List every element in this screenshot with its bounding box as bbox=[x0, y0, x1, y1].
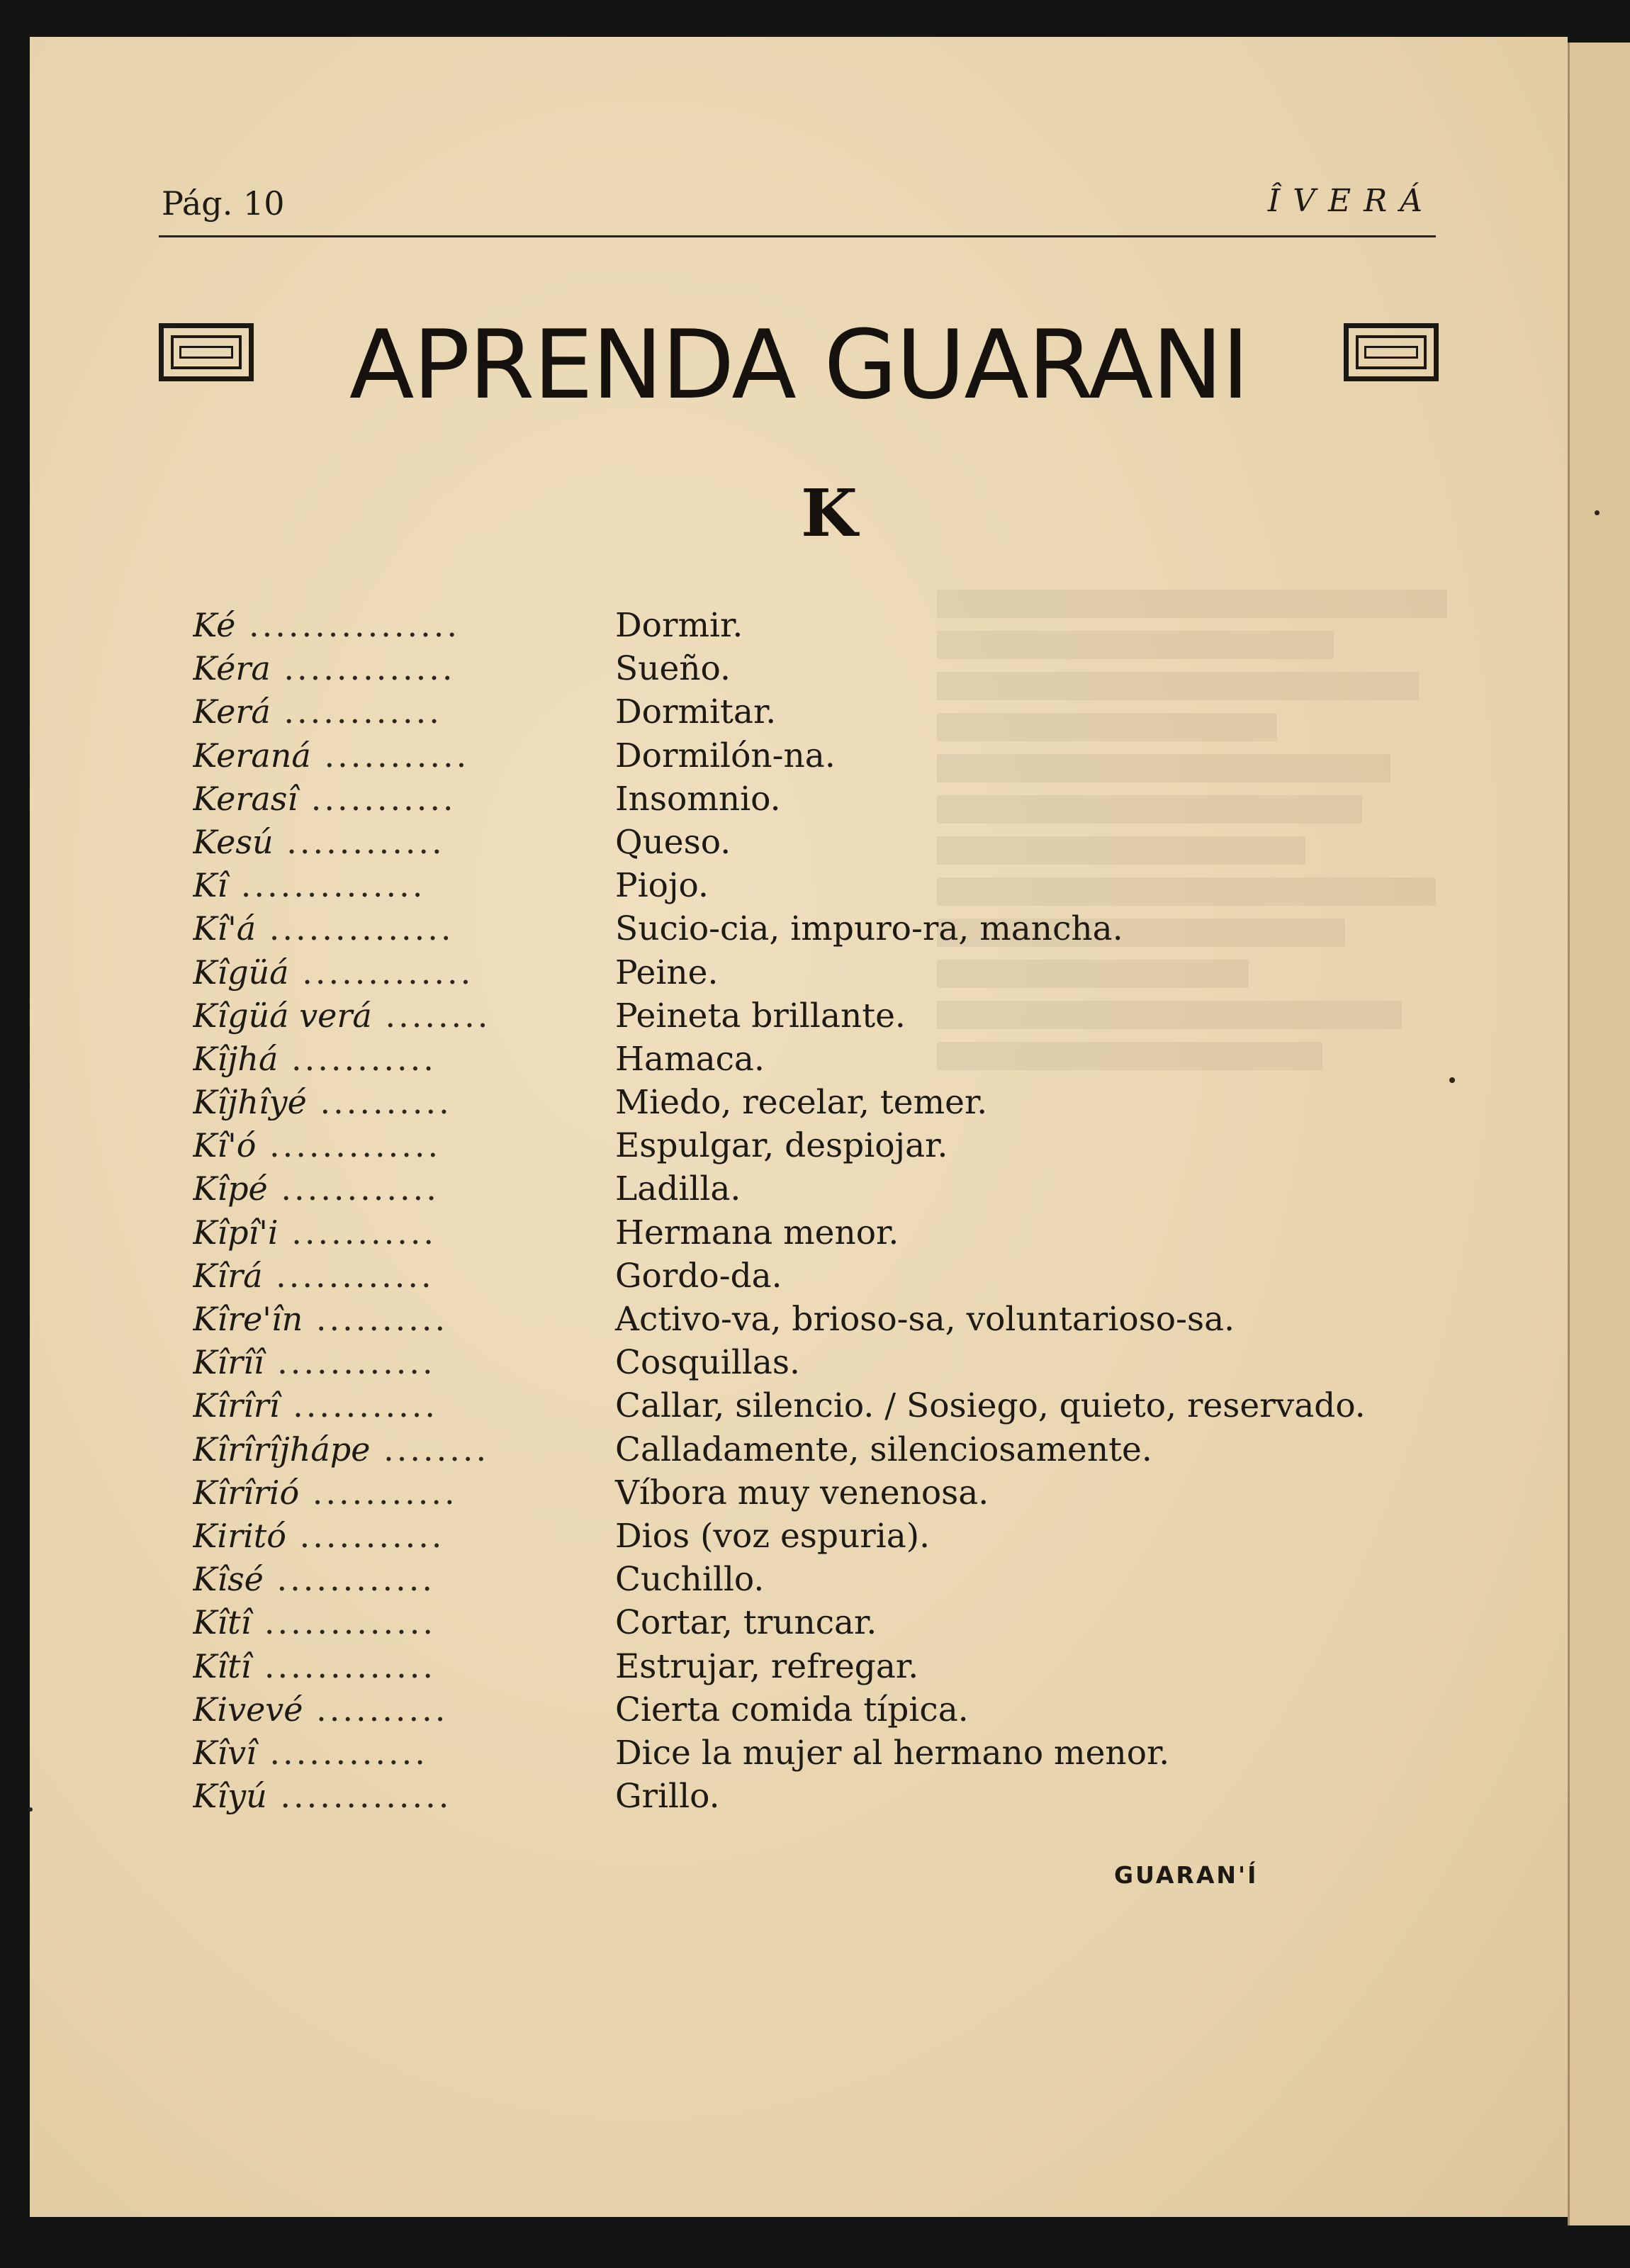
glossary-entry bbox=[193, 1384, 1468, 1427]
dot-leader: ........ bbox=[371, 996, 491, 1035]
entry-term-cell bbox=[193, 1645, 597, 1688]
entry-term-cell bbox=[193, 1081, 597, 1124]
entry-definition: Grillo. bbox=[615, 1777, 720, 1817]
glossary-entry bbox=[193, 1688, 1468, 1731]
entry-definition: Miedo, recelar, temer. bbox=[615, 1083, 988, 1123]
entry-definition: Hamaca. bbox=[615, 1039, 765, 1079]
entry-term: Kîrá bbox=[193, 1256, 263, 1295]
entry-definition: Sucio-cia, impuro-ra, mancha. bbox=[615, 909, 1123, 949]
dot-leader: ........... bbox=[278, 1213, 437, 1252]
glossary-entry bbox=[193, 647, 1468, 690]
entry-term: Ké bbox=[193, 606, 236, 644]
entry-term-cell bbox=[193, 1211, 597, 1254]
entry-term: Kî bbox=[193, 866, 228, 905]
entry-definition: Hermana menor. bbox=[615, 1213, 899, 1252]
glossary-entry bbox=[193, 1775, 1468, 1818]
glossary-entry bbox=[193, 1515, 1468, 1558]
entry-term-cell bbox=[193, 864, 597, 907]
entry-definition: Sueño. bbox=[615, 649, 731, 689]
glossary-entry bbox=[193, 690, 1468, 734]
entry-definition: Dios (voz espuria). bbox=[615, 1516, 931, 1556]
glossary-entry bbox=[193, 1428, 1468, 1471]
entry-term-cell bbox=[193, 907, 597, 950]
dot-leader: ........... bbox=[299, 1473, 458, 1512]
dot-leader: .......... bbox=[306, 1083, 452, 1122]
entry-term-cell bbox=[193, 604, 597, 647]
entry-term-cell bbox=[193, 1124, 597, 1167]
dot-leader: ........... bbox=[298, 779, 456, 818]
glossary-entry bbox=[193, 994, 1468, 1038]
entry-term: Kesú bbox=[193, 822, 274, 861]
entry-term: Kîtî bbox=[193, 1646, 252, 1685]
glossary-entry bbox=[193, 1298, 1468, 1341]
entry-definition: Calladamente, silenciosamente. bbox=[615, 1430, 1152, 1469]
entry-term: Kerasî bbox=[193, 779, 298, 818]
entry-term: Kî'á bbox=[193, 909, 257, 948]
entry-definition: Cosquillas. bbox=[615, 1343, 800, 1383]
paper-speck bbox=[1595, 510, 1600, 515]
entry-term: Kîrîrî bbox=[193, 1386, 280, 1425]
glossary-entry bbox=[193, 1038, 1468, 1081]
entry-term-cell bbox=[193, 777, 597, 821]
entry-definition: Dormitar. bbox=[615, 692, 777, 732]
dot-leader: ............ bbox=[273, 822, 445, 861]
entry-term: Kîrîî bbox=[193, 1343, 264, 1382]
entry-term: Kerá bbox=[193, 692, 271, 731]
adjacent-page-edge bbox=[1568, 43, 1630, 2225]
entry-term-cell bbox=[193, 690, 597, 734]
entry-definition: Peineta brillante. bbox=[615, 996, 906, 1035]
dot-leader: ............. bbox=[251, 1646, 436, 1685]
entry-term: Kî'ó bbox=[193, 1126, 257, 1165]
dot-leader: .......... bbox=[303, 1300, 449, 1338]
entry-term: Kîtî bbox=[193, 1603, 252, 1642]
header-rule bbox=[159, 235, 1436, 237]
glossary-entry bbox=[193, 1471, 1468, 1515]
dot-leader: ............. bbox=[270, 649, 456, 688]
dot-leader: .............. bbox=[227, 866, 426, 905]
entry-term-cell bbox=[193, 1515, 597, 1558]
entry-definition: Espulgar, despiojar. bbox=[615, 1126, 948, 1166]
entry-term-cell bbox=[193, 1558, 597, 1601]
entry-definition: Insomnio. bbox=[615, 779, 781, 819]
entry-term-cell bbox=[193, 1384, 597, 1427]
entry-term: Kîvî bbox=[193, 1733, 257, 1772]
glossary-entry bbox=[193, 1601, 1468, 1644]
dot-leader: ............ bbox=[263, 1560, 435, 1599]
entry-term-cell bbox=[193, 1688, 597, 1731]
dot-leader: ............ bbox=[267, 1169, 439, 1208]
entry-term: Kivevé bbox=[193, 1690, 303, 1729]
dot-leader: ............ bbox=[262, 1256, 434, 1295]
entry-term: Kîgüá verá bbox=[193, 996, 372, 1035]
entry-term-cell bbox=[193, 1601, 597, 1644]
dot-leader: .............. bbox=[256, 909, 454, 948]
section-letter: K bbox=[801, 475, 858, 551]
dot-leader: ........... bbox=[279, 1386, 438, 1425]
entry-definition: Dormilón-na. bbox=[615, 736, 836, 775]
page-number: Pág. 10 bbox=[162, 184, 285, 223]
dot-leader: ............. bbox=[256, 1126, 442, 1165]
footer-signature: GUARAN'Í bbox=[1114, 1861, 1259, 1889]
dot-leader: ........... bbox=[278, 1039, 437, 1078]
entry-definition: Activo-va, brioso-sa, voluntarioso-sa. bbox=[615, 1300, 1235, 1339]
glossary-entry bbox=[193, 1124, 1468, 1167]
glossary-entry bbox=[193, 1211, 1468, 1254]
dot-leader: ............. bbox=[288, 953, 474, 992]
entry-term: Kîre'în bbox=[193, 1300, 303, 1338]
entry-definition: Cierta comida típica. bbox=[615, 1690, 969, 1729]
glossary-entry bbox=[193, 1645, 1468, 1688]
entry-term-cell bbox=[193, 1254, 597, 1298]
glossary-entry bbox=[193, 1081, 1468, 1124]
entry-term-cell bbox=[193, 1731, 597, 1775]
glossary-entry bbox=[193, 907, 1468, 950]
entry-term: Kîrîrió bbox=[193, 1473, 300, 1512]
title-banner bbox=[159, 312, 1439, 418]
dot-leader: ............ bbox=[256, 1733, 428, 1772]
entry-definition: Cuchillo. bbox=[615, 1560, 765, 1600]
entry-term-cell bbox=[193, 1341, 597, 1384]
dot-leader: .......... bbox=[303, 1690, 449, 1729]
dot-leader: ............ bbox=[264, 1343, 436, 1382]
entry-definition: Dormir. bbox=[615, 606, 743, 645]
dot-leader: ................ bbox=[235, 606, 460, 644]
entry-term-cell bbox=[193, 1428, 597, 1471]
paper-speck bbox=[28, 1807, 33, 1812]
entry-definition: Queso. bbox=[615, 822, 731, 862]
glossary-entry bbox=[193, 864, 1468, 907]
entry-term-cell bbox=[193, 1298, 597, 1341]
entry-definition: Cortar, truncar. bbox=[615, 1603, 877, 1643]
entry-term: Kîrîrîjhápe bbox=[193, 1430, 371, 1469]
entry-term-cell bbox=[193, 951, 597, 994]
ornament-box-icon bbox=[159, 323, 254, 381]
entry-definition: Piojo. bbox=[615, 866, 709, 906]
entry-term: Kîjhá bbox=[193, 1039, 279, 1078]
entry-term-cell bbox=[193, 1775, 597, 1818]
glossary-entry bbox=[193, 734, 1468, 777]
entry-definition: Ladilla. bbox=[615, 1169, 741, 1209]
publication-name: ÎVERÁ bbox=[1267, 183, 1435, 219]
entry-term: Kîjhîyé bbox=[193, 1083, 307, 1122]
entry-definition: Peine. bbox=[615, 953, 719, 992]
paper-speck bbox=[1449, 1077, 1455, 1083]
glossary-entry bbox=[193, 951, 1468, 994]
entry-term-cell bbox=[193, 1038, 597, 1081]
ornament-box-icon bbox=[1344, 323, 1439, 381]
entry-term-cell bbox=[193, 821, 597, 864]
dot-leader: ........... bbox=[286, 1516, 445, 1555]
entry-term: Kîsé bbox=[193, 1560, 264, 1599]
entry-term: Keraná bbox=[193, 736, 311, 775]
glossary-entry bbox=[193, 1731, 1468, 1775]
entry-definition: Estrujar, refregar. bbox=[615, 1646, 919, 1686]
glossary-entry bbox=[193, 1558, 1468, 1601]
entry-term-cell bbox=[193, 734, 597, 777]
glossary-entry bbox=[193, 777, 1468, 821]
glossary-list bbox=[193, 604, 1468, 1818]
entry-term-cell bbox=[193, 647, 597, 690]
entry-term-cell bbox=[193, 994, 597, 1038]
dot-leader: ........ bbox=[370, 1430, 490, 1469]
entry-term: Kîyú bbox=[193, 1777, 267, 1816]
entry-definition: Víbora muy venenosa. bbox=[615, 1473, 989, 1512]
entry-term: Kîgüá bbox=[193, 953, 289, 992]
glossary-entry bbox=[193, 1254, 1468, 1298]
dot-leader: ........... bbox=[310, 736, 470, 775]
glossary-entry bbox=[193, 1167, 1468, 1211]
entry-definition: Callar, silencio. / Sosiego, quieto, reservado. bbox=[615, 1386, 1366, 1426]
glossary-entry bbox=[193, 821, 1468, 864]
entry-definition: Gordo-da. bbox=[615, 1256, 782, 1296]
entry-term: Kîpî'i bbox=[193, 1213, 279, 1252]
entry-term: Kiritó bbox=[193, 1516, 286, 1555]
dot-leader: ............ bbox=[270, 692, 442, 731]
entry-term: Kîpé bbox=[193, 1169, 268, 1208]
glossary-entry bbox=[193, 1341, 1468, 1384]
entry-definition: Dice la mujer al hermano menor. bbox=[615, 1733, 1170, 1773]
entry-term-cell bbox=[193, 1471, 597, 1515]
dot-leader: ............. bbox=[266, 1777, 452, 1816]
entry-term-cell bbox=[193, 1167, 597, 1211]
entry-term: Kéra bbox=[193, 649, 271, 688]
dot-leader: ............. bbox=[251, 1603, 436, 1642]
page-title: APRENDA GUARANI bbox=[349, 310, 1249, 420]
glossary-entry bbox=[193, 604, 1468, 647]
